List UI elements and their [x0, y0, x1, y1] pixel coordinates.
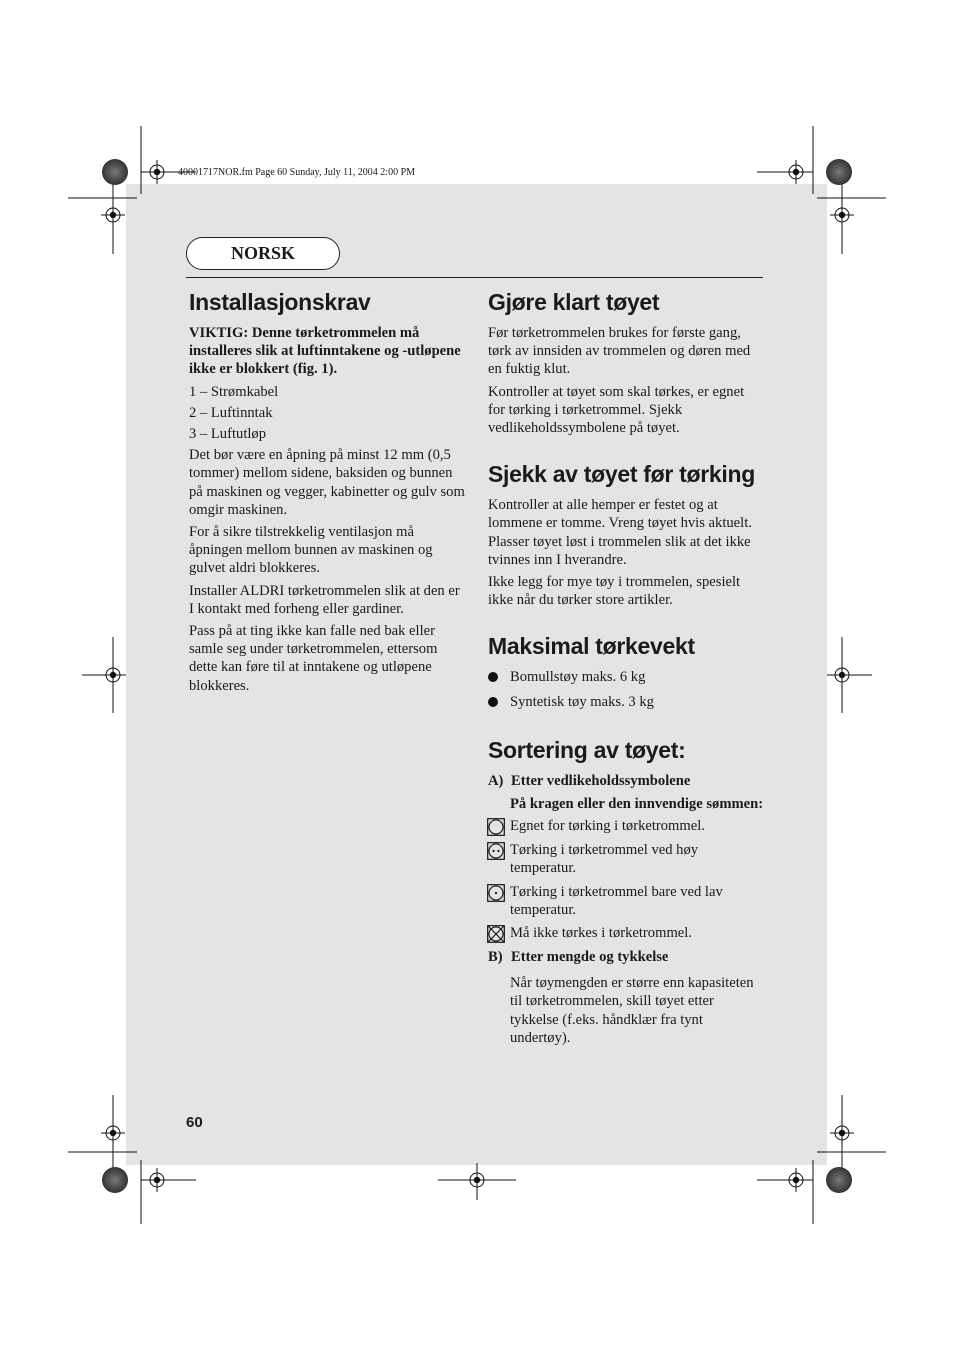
tumble-dry-icon [487, 818, 505, 836]
paragraph: Ikke legg for mye tøy i trommelen, spesielt ikke når du tørker store artikler. [488, 574, 741, 609]
file-info: 40001717NOR.fm Page 60 Sunday, July 11, 2004 2:00 PM [178, 167, 416, 178]
color-dot-icon [826, 1167, 852, 1193]
paragraph: Kontroller at alle hemper er festet og at lommene er tomme. Vreng tøyet hvis aktuelt. Plasser tøyet løst i trommelen slik at det ikke tvinnes inn I hverandre. [488, 497, 752, 568]
bullet-icon [488, 672, 498, 682]
paragraph: Før tørketrommelen brukes for første gang, tørk av innsiden av trommelen og døren med en fuktig klut. [488, 325, 751, 378]
care-symbol-row [487, 883, 764, 919]
header-rule [186, 277, 763, 278]
list-item: 1 – Strømkabel [189, 383, 279, 400]
subsection-a [488, 772, 764, 790]
care-symbol-text: Må ikke tørkes i tørketrommel. [510, 925, 692, 942]
care-symbol-text: Tørking i tørketrommel ved høy temperatur. [510, 842, 699, 877]
right-column [488, 289, 764, 1051]
sorting-heading: Sortering av tøyet: [488, 736, 686, 763]
list-item: 3 – Luftutløp [189, 426, 267, 443]
care-symbol-text: Tørking i tørketrommel bare ved lav temperatur. [510, 883, 723, 918]
paragraph: Kontroller at tøyet som skal tørkes, er egnet for tørking i tørketrommel. Sjekk vedlikeholdssymbolene på tøyet. [488, 383, 745, 437]
paragraph: Pass på at ting ikke kan falle ned bak eller samle seg under tørketrommelen, ettersom dette kan føre til at inntakene og utløpene blokkeres. [189, 623, 438, 694]
color-dot-icon [102, 1167, 128, 1193]
installation-heading: Installasjonskrav [189, 289, 371, 315]
list-item: 2 – Luftinntak [189, 404, 273, 421]
subsection-label: B) [488, 949, 503, 966]
subsection-note: På kragen eller den innvendige sømmen: [510, 796, 764, 813]
care-symbol-row [487, 817, 764, 836]
max-weight-heading: Maksimal tørkevekt [488, 633, 695, 660]
care-symbol-row [487, 924, 764, 943]
bullet-text: Bomullstøy maks. 6 kg [510, 669, 646, 686]
subsection-title: Etter vedlikeholdssymbolene [511, 772, 691, 789]
care-symbol-row [487, 841, 764, 877]
tumble-dry-low-icon [487, 884, 505, 902]
paragraph: Når tøymengden er større enn kapasiteten til tørketrommelen, skill tøyet etter tykkelse (f.eks. håndklær fra tynt undertøy). [510, 975, 754, 1046]
page-number: 60 [186, 1114, 203, 1131]
paragraph: For å sikre tilstrekkelig ventilasjon må åpningen mellom bunnen av maskinen og gulvet aldri blokkeres. [189, 524, 433, 577]
tumble-dry-high-icon [487, 842, 505, 860]
bullet-text: Syntetisk tøy maks. 3 kg [510, 693, 654, 710]
paragraph: Det bør være en åpning på minst 12 mm (0,5 tommer) mellom sidene, baksiden og bunnen på maskinen og vegger, kabinetter og gulv som omgir maskinen. [189, 447, 465, 518]
do-not-tumble-dry-icon [487, 925, 505, 943]
color-dot-icon [102, 159, 128, 185]
subsection-title: Etter mengde og tykkelse [511, 949, 669, 966]
subsection-b [488, 948, 764, 966]
list-item [488, 668, 764, 686]
subsection-label: A) [488, 772, 504, 789]
list-item [488, 693, 764, 711]
care-symbol-text: Egnet for tørking i tørketrommel. [510, 818, 705, 835]
color-dot-icon [826, 159, 852, 185]
important-notice: VIKTIG: Denne tørketrommelen må installeres slik at luftinntakene og -utløpene ikke er blokkert (fig. 1). [189, 325, 461, 378]
check-heading: Sjekk av tøyet før tørking [488, 461, 755, 488]
paragraph: Installer ALDRI tørketrommelen slik at den er I kontakt med forheng eller gardiner. [189, 582, 460, 617]
left-column [189, 289, 467, 699]
bullet-icon [488, 697, 498, 707]
prepare-heading: Gjøre klart tøyet [488, 289, 660, 315]
language-tab: NORSK [186, 237, 340, 270]
